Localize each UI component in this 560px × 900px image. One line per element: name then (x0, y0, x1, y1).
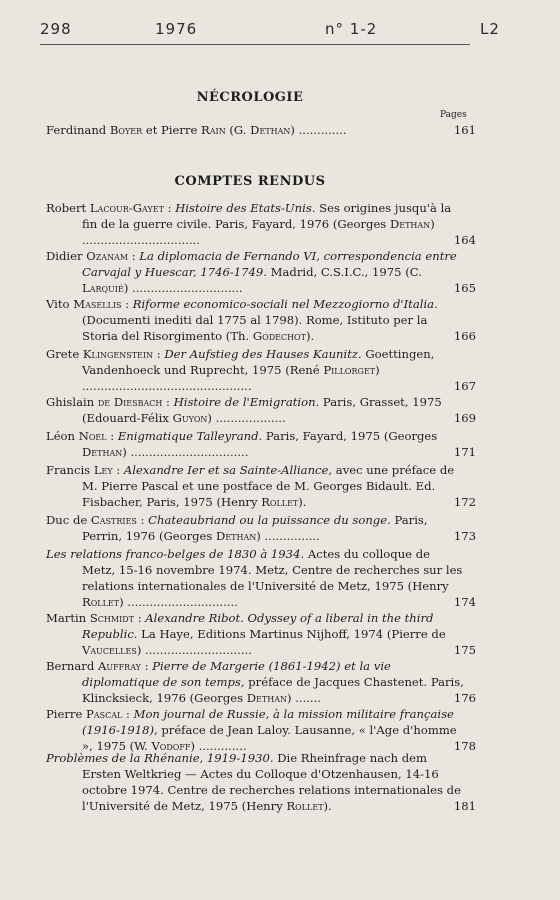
review-entry: Pierre Pascal : Mon journal de Russie, à la mission militaire française (1916-1918), préface de Jean Laloy. Lausanne, « l'Age d'homme », 1975 (W. Vodoff) ............. 178 (46, 707, 476, 753)
author-name: Ozanam (86, 249, 129, 263)
handwritten-issue: n° 1-2 (325, 20, 378, 38)
review-entry: Bernard Auffray : Pierre de Margerie (1861-1942) et la vie diplomatique de son temps, préface de Jacques Chastenet. Paris, Klincksieck, 1976 (Georges Dethan) ....... 176 (46, 659, 476, 705)
handwritten-year: 1976 (155, 20, 198, 38)
review-entry: Problèmes de la Rhénanie, 1919-1930. Die Rheinfrage nach dem Ersten Weltkrieg — Actes du Colloque d'Otzenhausen, 14-16 octobre 1974. Centre de recherches relations internationales de l'Université de Metz, 1975 (Henry Rollet). 181 (46, 751, 476, 813)
review-entry: Grete Klingenstein : Der Aufstieg des Hauses Kaunitz. Goettingen, Vandenhoeck und Ruprecht, 1975 (René Pillorget) .............................................. 167 (46, 347, 476, 393)
author-name: de Diesbach (97, 395, 163, 409)
handwritten-code: L2 (480, 20, 500, 38)
reviewer-name: Dethan (82, 445, 123, 459)
work-title: Chateaubriand ou la puissance du songe. (148, 513, 391, 527)
reviewer-name: Guyon (172, 411, 208, 425)
review-entry: Ghislain de Diesbach : Histoire de l'Emigration. Paris, Grasset, 1975 (Edouard-Félix Guyon) ................... 169 (46, 395, 476, 425)
page-number: 174 (453, 595, 476, 609)
page-number: 171 (453, 445, 476, 459)
page-number: 167 (453, 379, 476, 393)
reviewer-name: Larquié (82, 281, 124, 295)
page-number: 165 (453, 281, 476, 295)
work-title: Mon journal de Russie, à la mission militaire française (1916-1918), (82, 707, 454, 737)
review-entry: Duc de Castries : Chateaubriand ou la puissance du songe. Paris, Perrin, 1976 (Georges Dethan) ............... 173 (46, 513, 476, 543)
review-entry: Les relations franco-belges de 1830 à 1934. Actes du colloque de Metz, 15-16 novembre 1974. Metz, Centre de recherches sur les relations internationales de l'Université de Metz, 1975 (Henry Rollet) .............................. 174 (46, 547, 476, 609)
author-name: Klingenstein (82, 347, 154, 361)
reviewer-name: Rollet (286, 799, 324, 813)
author-name: Noel (78, 429, 107, 443)
work-title: Les relations franco-belges de 1830 à 1934. (46, 547, 305, 561)
reviewer-name: Godechot (252, 329, 306, 343)
work-title: La diplomacia de Fernando VI, correspondencia entre Carvajal y Huescar, 1746-1749. (82, 249, 457, 279)
work-title: Alexandre Ribot. Odyssey of a liberal in the third Republic. (82, 611, 434, 641)
necrologie-entry: Ferdinand Boyer et Pierre Rain (G. Dethan) ............. 161 (46, 123, 476, 137)
review-entry: Robert Lacour-Gayet : Histoire des Etats-Unis. Ses origines jusqu'à la fin de la guerre civile. Paris, Fayard, 1976 (Georges Dethan) ................................ 164 (46, 201, 476, 247)
reviewer-name: Vaucelles (82, 643, 137, 657)
pages-label: Pages (440, 110, 467, 120)
page-number: 169 (453, 411, 476, 425)
review-entry: Vito Masellis : Riforme economico-sociali nel Mezzogiorno d'Italia. (Documenti inediti dal 1775 al 1798). Rome, Istituto per la Storia del Risorgimento (Th. Godechot). 166 (46, 297, 476, 343)
reviewer-name: Rollet (261, 495, 299, 509)
review-entry: Martin Schmidt : Alexandre Ribot. Odyssey of a liberal in the third Republic. La Haye, Editions Martinus Nijhoff, 1974 (Pierre de Vaucelles) ............................. 175 (46, 611, 476, 657)
work-title: Pierre de Margerie (1861-1942) et la vie diplomatique de son temps, (82, 659, 391, 689)
reviewer-name: Dethan (216, 529, 257, 543)
author-name: Pascal (86, 707, 123, 721)
reviewer-name: Vodoff (151, 739, 191, 753)
page-number: 181 (453, 799, 476, 813)
author-name: Ley (93, 463, 113, 477)
reviewer-name: Pillorget (323, 363, 376, 377)
page-number: 166 (453, 329, 476, 343)
work-title: Alexandre Ier et sa Sainte-Alliance, (123, 463, 333, 477)
author-name: Lacour-Gayet (89, 201, 164, 215)
reviewer-name: Dethan (246, 691, 287, 705)
work-title: Riforme economico-sociali nel Mezzogiorno d'Italia. (132, 297, 438, 311)
page-number: 172 (453, 495, 476, 509)
reviewer-name: Rollet (82, 595, 120, 609)
page-number: 176 (453, 691, 476, 705)
reviewer-name: Dethan (389, 217, 431, 231)
handwritten-underline (40, 44, 470, 45)
page-number: 173 (453, 529, 476, 543)
work-title: Enigmatique Talleyrand. (117, 429, 263, 443)
review-entry: Léon Noel : Enigmatique Talleyrand. Paris, Fayard, 1975 (Georges Dethan) ................................ 171 (46, 429, 476, 459)
work-title: Problèmes de la Rhénanie, 1919-1930. (46, 751, 274, 765)
author-name: Schmidt (89, 611, 135, 625)
page-number: 175 (453, 643, 476, 657)
author-name: Auffray (97, 659, 141, 673)
author-name: Castries (90, 513, 137, 527)
review-entry: Didier Ozanam : La diplomacia de Fernando VI, correspondencia entre Carvajal y Huescar, 1746-1749. Madrid, C.S.I.C., 1975 (C. Larquié) .............................. 165 (46, 249, 476, 295)
necrologie-title: NÉCROLOGIE (196, 90, 304, 105)
page-number: 161 (453, 123, 476, 137)
page-number: 178 (453, 739, 476, 753)
work-title: Histoire des Etats-Unis. (175, 201, 316, 215)
work-title: Der Aufstieg des Hauses Kaunitz. (164, 347, 362, 361)
handwritten-page-number: 298 (40, 20, 72, 38)
comptes-rendus-title: COMPTES RENDUS (174, 174, 326, 189)
review-entry: Francis Ley : Alexandre Ier et sa Sainte-Alliance, avec une préface de M. Pierre Pascal et une postface de M. Georges Bidault. Ed. Fisbacher, Paris, 1975 (Henry Rollet). 172 (46, 463, 476, 509)
work-title: Histoire de l'Emigration. (173, 395, 320, 409)
author-name: Masellis (73, 297, 122, 311)
page-number: 164 (453, 233, 476, 247)
